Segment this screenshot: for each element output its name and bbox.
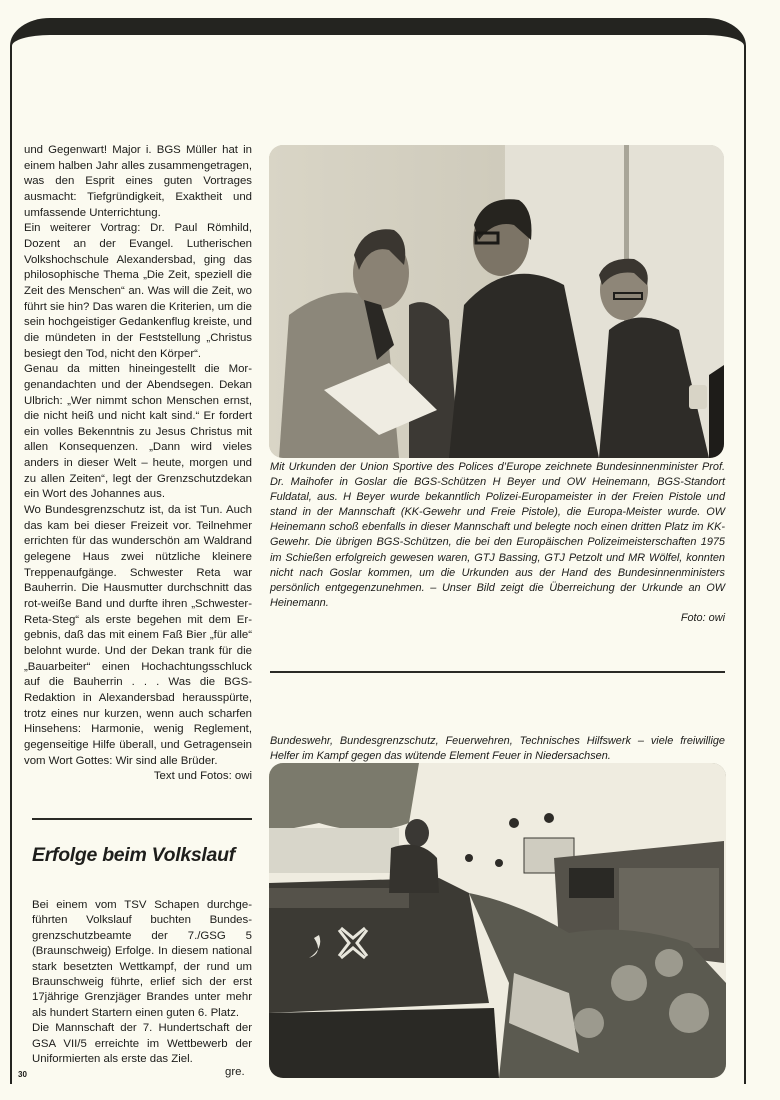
page-number: 30 <box>18 1070 27 1079</box>
article-signature: gre. <box>225 1066 245 1078</box>
article-paragraph: Die Mannschaft der 7. Hundertschaft der GSA VII/5 erreichte im Wettbewerb der Uniformierten als erste das Ziel. <box>32 1022 252 1066</box>
award-photo <box>269 145 724 458</box>
photo-credit: Foto: owi <box>680 611 725 624</box>
article-signature: Text und Fotos: owi <box>153 770 252 783</box>
article-paragraph: und Gegenwart! Major i. BGS Müller hat in einem halben Jahr alles zusammengetragen, was den Esprit eines guten Vortrages ausmacht: Tiefgründigkeit, Exaktheit und umfassende Unterrichtung. <box>24 144 252 219</box>
left-article <box>24 143 252 785</box>
headline: Erfolge beim Volkslauf <box>32 844 235 866</box>
article-paragraph: Bei einem vom TSV Schapen durchgeführten Volkslauf buchten Bundesgrenzschutzbeamte der 7./GSG 5 (Braunschweig) Erfolge. In diesem national stark besetzten Wettkampf, der rund um Braunschweig führte, erlief sich der erst 17jährige Grenzjäger Brandes unter mehr als hundert Startern einen guten 6. Platz. <box>32 899 252 1019</box>
caption-text: Mit Urkunden der Union Sportive des Polices d’Europe zeichnete Bundesinnenminister Prof. Dr. Maihofer in Goslar die BGS-Schützen H Beyer und OW Heinemann, BGS-Standort Fuldatal, aus. H Beyer wurde bekanntlich Polizei-Europameister in der Freien Pistole und stand in der Mannschaft (KK-Gewehr und Freie Pistole), die Europa-Meister wurde. OW Heinemann schoß ebenfalls in dieser Mannschaft und belegte noch einen dritten Platz im KK-Gewehr. Die übrigen BGS-Schützen, die bei den Europäischen Polizeimeisterschaften 1975 im Schießen erfolgreich gewesen waren, GTJ Bassing, GTJ Petzolt und MR Wölfel, konnten nicht nach Goslar kommen, um die Urkunden aus der Hand des Bundesinnenministers persönlich entgegenzunehmen. – Unser Bild zeigt die Überreichung der Urkunde an OW Heinemann. <box>270 461 725 609</box>
section-divider <box>32 818 252 820</box>
award-photo-image <box>269 145 724 458</box>
fire-photo-image <box>269 763 726 1078</box>
article-paragraph: Wo Bundesgrenzschutz ist, da ist Tun. Auch das kam bei dieser Freizeit vor. Teilnehmer errichten für das wunderschön am Waldrand gelegene Haus zwei nützliche kleinere Treppenaufgänge. Schwester Reta war Bauherrin. Die Hausmutter durchschnitt das rot-weiße Band und durfte ihren „Schwester-Reta-Steg“ als erste begehen mit dem Ergebnis, daß das mit einem Faß Bier „für alle“ belohnt wurde. Und der Dekan trank für die „Bauarbeiter“ einen Hochachtungsschluck auf die Bauherrin . . . Was die BGS-Redaktion in Alexandersbad herausspürte, trotz eines nur kurzen, wenn auch scharfen Hinsehens: Harmonie, wenig Reglement, gegenseitige Hilfe überall, und Getragensein vom Wort Gottes: Wir sind alle Brüder. <box>24 504 252 767</box>
article-paragraph: Ein weiterer Vortrag: Dr. Paul Römhild, Dozent an der Evangel. Lutherischen Volkshochschule Alexandersbad, ging das philosophische Thema „Die Zeit, speziell die Zeit des Menschen“ an. Was will die Zeit, wo führt sie hin? Das waren die Kriterien, um die sein hochgeistiger Gedankenflug kreiste, und die mündeten in der Feststellung „Christus besiegt den Tod, nicht den Körper“. <box>24 222 252 360</box>
section-divider <box>270 671 725 673</box>
fire-photo <box>269 763 726 1078</box>
article-paragraph: Genau da mitten hineingestellt die Morgenandachten und der Abendsegen. Dekan Ulbrich: „Wer nimmt schon Menschen ernst, die nicht heiß und nicht kalt sind.“ Er fordert ein volles Bekenntnis zu Jesus Christus mit allen Konsequenzen. „Dann wird vieles anders in dieser Welt – heute, morgen und zu allen Zeiten“, legt der Grenzschutzdekan ein Wort des Johannes aus. <box>24 363 252 501</box>
volkslauf-article <box>32 898 252 1067</box>
award-photo-caption <box>270 460 725 626</box>
fire-photo-caption: Bundeswehr, Bundesgrenzschutz, Feuerwehren, Technisches Hilfswerk – viele freiwillige Helfer im Kampf gegen das wütende Element Feuer in Niedersachsen. <box>270 735 725 763</box>
